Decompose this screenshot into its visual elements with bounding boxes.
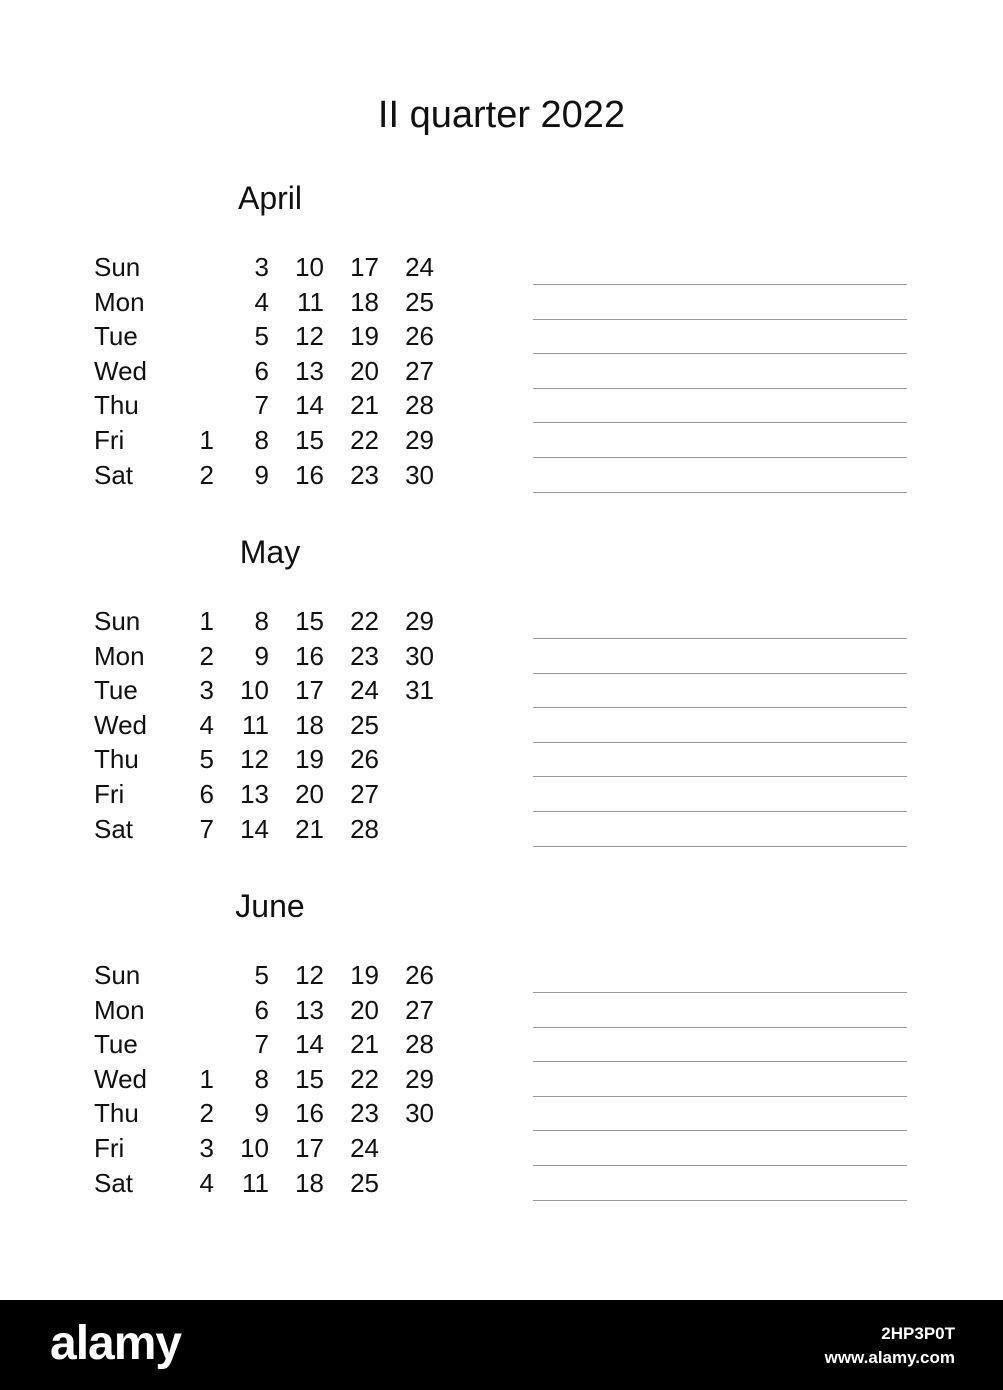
date-cell: 16 bbox=[295, 459, 324, 490]
note-line bbox=[533, 742, 907, 743]
date-cell: 24 bbox=[350, 675, 379, 706]
day-label: Sat bbox=[94, 459, 134, 490]
day-label: Mon bbox=[94, 994, 145, 1025]
date-cell: 6 bbox=[254, 355, 269, 386]
day-label: Tue bbox=[94, 675, 138, 706]
page-title: II quarter 2022 bbox=[377, 94, 626, 136]
date-cell: 24 bbox=[350, 1133, 379, 1163]
date-cell: 4 bbox=[254, 286, 269, 317]
date-cell: 31 bbox=[405, 675, 434, 706]
date-cell: 28 bbox=[350, 813, 379, 844]
date-cell: 10 bbox=[240, 1133, 269, 1163]
date-cell: 20 bbox=[350, 355, 379, 386]
date-cell: 10 bbox=[240, 675, 269, 706]
day-label: Fri bbox=[94, 779, 125, 809]
day-label: Sat bbox=[94, 1167, 134, 1198]
note-line bbox=[533, 422, 907, 423]
month-april bbox=[0, 178, 1003, 508]
note-line bbox=[533, 492, 907, 493]
image-id-block bbox=[825, 1322, 955, 1370]
date-cell: 12 bbox=[240, 744, 269, 775]
date-cell: 12 bbox=[295, 321, 324, 352]
date-cell: 24 bbox=[405, 252, 434, 282]
date-cell: 7 bbox=[254, 390, 269, 421]
date-cell: 3 bbox=[254, 252, 269, 282]
date-cell: 1 bbox=[199, 425, 214, 455]
date-cell: 13 bbox=[295, 355, 324, 386]
note-line bbox=[533, 992, 907, 993]
date-cell: 9 bbox=[254, 1098, 269, 1129]
note-line bbox=[533, 388, 907, 389]
date-cell: 4 bbox=[199, 1167, 214, 1198]
date-cell: 11 bbox=[297, 286, 324, 317]
date-cell: 25 bbox=[350, 1167, 379, 1198]
date-cell: 30 bbox=[405, 459, 434, 490]
date-cell: 29 bbox=[405, 425, 434, 455]
date-cell: 20 bbox=[350, 994, 379, 1025]
day-label: Wed bbox=[94, 709, 147, 740]
day-label: Tue bbox=[94, 1029, 138, 1060]
date-cell: 19 bbox=[295, 744, 324, 775]
date-cell: 10 bbox=[295, 252, 324, 282]
day-label: Mon bbox=[94, 640, 145, 671]
date-cell: 27 bbox=[350, 779, 379, 809]
date-cell: 15 bbox=[295, 425, 324, 455]
day-label: Wed bbox=[94, 355, 147, 386]
date-cell: 17 bbox=[295, 1133, 324, 1163]
date-cell: 7 bbox=[199, 813, 214, 844]
date-cell: 15 bbox=[295, 1063, 324, 1094]
date-cell: 3 bbox=[199, 1133, 214, 1163]
month-name: April bbox=[237, 180, 302, 216]
month-june bbox=[0, 886, 1003, 1216]
date-cell: 29 bbox=[405, 1063, 434, 1094]
site-url: www.alamy.com bbox=[824, 1348, 955, 1367]
date-cell: 30 bbox=[405, 640, 434, 671]
note-line bbox=[533, 638, 907, 639]
note-line bbox=[533, 1165, 907, 1166]
date-cell: 22 bbox=[350, 606, 379, 636]
date-cell: 26 bbox=[405, 960, 434, 990]
date-cell: 6 bbox=[199, 779, 214, 809]
note-line bbox=[533, 776, 907, 777]
day-label: Fri bbox=[94, 1133, 125, 1163]
date-cell: 8 bbox=[254, 425, 269, 455]
date-cell: 25 bbox=[350, 709, 379, 740]
date-cell: 23 bbox=[350, 640, 379, 671]
date-cell: 1 bbox=[199, 606, 214, 636]
watermark-bar bbox=[0, 1300, 1003, 1390]
date-cell: 7 bbox=[254, 1029, 269, 1060]
date-cell: 9 bbox=[254, 640, 269, 671]
date-cell: 16 bbox=[295, 1098, 324, 1129]
date-cell: 11 bbox=[242, 709, 269, 740]
month-name: June bbox=[235, 888, 305, 924]
date-cell: 12 bbox=[295, 960, 324, 990]
note-line bbox=[533, 707, 907, 708]
note-line bbox=[533, 284, 907, 285]
note-line bbox=[533, 673, 907, 674]
date-cell: 3 bbox=[199, 675, 214, 706]
date-cell: 25 bbox=[405, 286, 434, 317]
date-cell: 23 bbox=[350, 459, 379, 490]
date-cell: 17 bbox=[350, 252, 379, 282]
note-line bbox=[533, 1027, 907, 1028]
date-cell: 2 bbox=[199, 1098, 214, 1129]
day-label: Thu bbox=[94, 390, 139, 421]
date-cell: 21 bbox=[295, 813, 324, 844]
date-cell: 26 bbox=[405, 321, 434, 352]
note-line bbox=[533, 1130, 907, 1131]
day-label: Wed bbox=[94, 1063, 147, 1094]
date-cell: 22 bbox=[350, 1063, 379, 1094]
date-cell: 5 bbox=[199, 744, 214, 775]
date-cell: 28 bbox=[405, 390, 434, 421]
date-cell: 4 bbox=[199, 709, 214, 740]
day-label: Fri bbox=[94, 425, 125, 455]
date-cell: 18 bbox=[295, 709, 324, 740]
date-cell: 6 bbox=[254, 994, 269, 1025]
date-cell: 29 bbox=[405, 606, 434, 636]
date-cell: 15 bbox=[295, 606, 324, 636]
day-label: Thu bbox=[94, 1098, 139, 1129]
date-cell: 13 bbox=[240, 779, 269, 809]
date-cell: 22 bbox=[350, 425, 379, 455]
note-line bbox=[533, 811, 907, 812]
date-cell: 17 bbox=[295, 675, 324, 706]
date-cell: 16 bbox=[295, 640, 324, 671]
date-cell: 8 bbox=[254, 606, 269, 636]
image-id: 2HP3P0T bbox=[881, 1324, 955, 1343]
date-cell: 19 bbox=[350, 960, 379, 990]
day-label: Mon bbox=[94, 286, 145, 317]
date-cell: 14 bbox=[295, 390, 324, 421]
date-cell: 11 bbox=[242, 1167, 269, 1198]
date-cell: 18 bbox=[350, 286, 379, 317]
day-label: Sat bbox=[94, 813, 134, 844]
day-label: Sun bbox=[94, 606, 141, 636]
date-cell: 2 bbox=[199, 640, 214, 671]
date-cell: 8 bbox=[254, 1063, 269, 1094]
date-cell: 23 bbox=[350, 1098, 379, 1129]
note-line bbox=[533, 1061, 907, 1062]
note-line bbox=[533, 353, 907, 354]
note-line bbox=[533, 1096, 907, 1097]
note-line bbox=[533, 1200, 907, 1201]
date-cell: 5 bbox=[254, 960, 269, 990]
date-cell: 20 bbox=[295, 779, 324, 809]
day-label: Thu bbox=[94, 744, 139, 775]
date-cell: 27 bbox=[405, 994, 434, 1025]
date-cell: 2 bbox=[199, 459, 214, 490]
date-cell: 5 bbox=[254, 321, 269, 352]
date-cell: 28 bbox=[405, 1029, 434, 1060]
date-cell: 27 bbox=[405, 355, 434, 386]
date-cell: 30 bbox=[405, 1098, 434, 1129]
date-cell: 14 bbox=[295, 1029, 324, 1060]
date-cell: 21 bbox=[350, 1029, 379, 1060]
date-cell: 1 bbox=[199, 1063, 214, 1094]
note-line bbox=[533, 846, 907, 847]
day-label: Sun bbox=[94, 960, 141, 990]
day-label: Tue bbox=[94, 321, 138, 352]
note-line bbox=[533, 319, 907, 320]
note-line bbox=[533, 457, 907, 458]
month-may bbox=[0, 532, 1003, 862]
alamy-logo: alamy bbox=[50, 1317, 182, 1370]
date-cell: 14 bbox=[240, 813, 269, 844]
day-label: Sun bbox=[94, 252, 141, 282]
date-cell: 26 bbox=[350, 744, 379, 775]
date-cell: 21 bbox=[350, 390, 379, 421]
date-cell: 9 bbox=[254, 459, 269, 490]
date-cell: 19 bbox=[350, 321, 379, 352]
date-cell: 13 bbox=[295, 994, 324, 1025]
month-name: May bbox=[239, 534, 301, 570]
date-cell: 18 bbox=[295, 1167, 324, 1198]
